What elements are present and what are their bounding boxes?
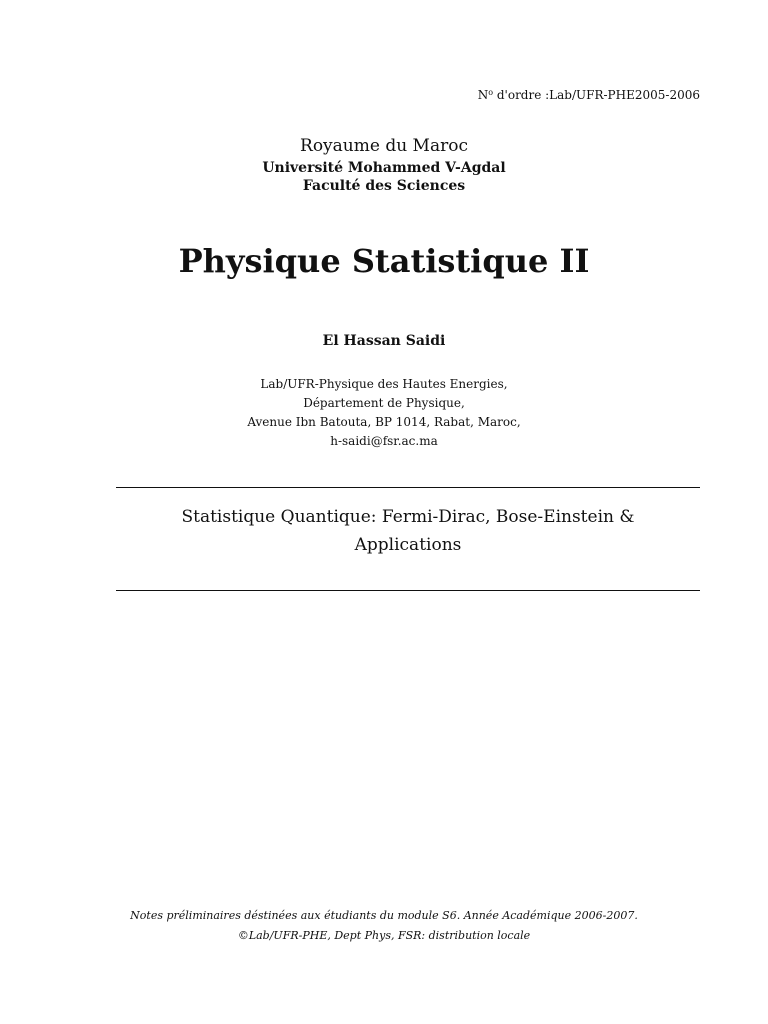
affiliation-line-department: Département de Physique, xyxy=(303,396,465,410)
document-subtitle: Statistique Quantique: Fermi-Dirac, Bose-Einstein & Applications xyxy=(181,507,635,555)
country-heading: Royaume du Maroc xyxy=(300,136,468,156)
author-affiliation xyxy=(0,375,768,451)
affiliation-line-lab: Lab/UFR-Physique des Hautes Energies, xyxy=(260,377,508,391)
copyright-icon: © xyxy=(237,929,249,942)
order-text: d'ordre :Lab/UFR-PHE2005-2006 xyxy=(493,88,700,102)
copyright-text: Lab/UFR-PHE, Dept Phys, FSR: distribution locale xyxy=(248,929,531,942)
order-reference xyxy=(478,88,700,102)
order-prefix: N xyxy=(477,88,489,102)
order-superscript: o xyxy=(488,88,494,97)
bottom-divider xyxy=(116,590,700,591)
faculty-heading: Faculté des Sciences xyxy=(302,178,466,194)
footer-note: Notes préliminaires déstinées aux étudiants du module S6. Année Académique 2006-2007. xyxy=(130,909,638,922)
document-title: Physique Statistique II xyxy=(178,242,590,280)
footer-copyright xyxy=(0,926,768,946)
top-divider xyxy=(116,487,700,488)
author-name: El Hassan Saidi xyxy=(322,333,446,349)
affiliation-line-address: Avenue Ibn Batouta, BP 1014, Rabat, Maroc, xyxy=(247,415,521,429)
author-email: h-saidi@fsr.ac.ma xyxy=(330,434,438,448)
university-heading: Université Mohammed V-Agdal xyxy=(262,160,506,176)
footer xyxy=(0,906,768,946)
